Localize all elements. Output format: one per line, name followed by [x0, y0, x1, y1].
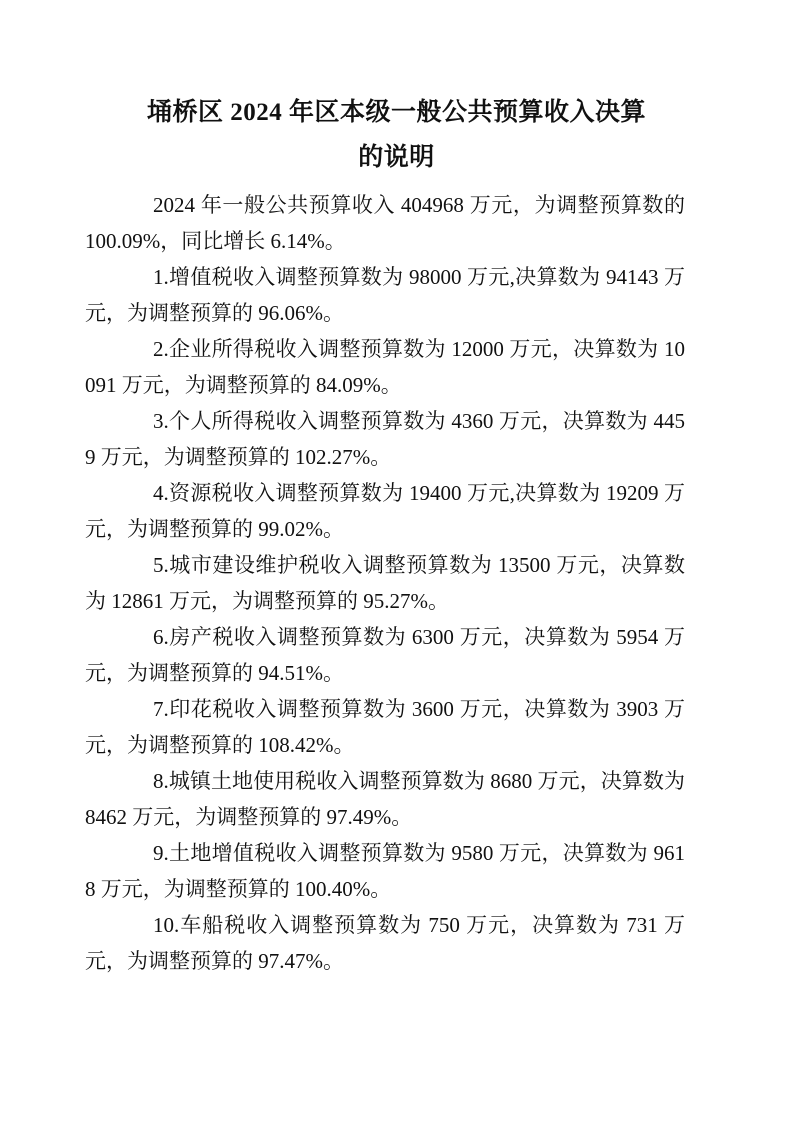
paragraph: 5.城市建设维护税收入调整预算数为 13500 万元，决算数为 12861 万元，为调整预算的 95.27%。	[85, 553, 685, 613]
title-line-2: 的说明	[358, 144, 435, 171]
paragraph: 1.增值税收入调整预算数为 98000 万元,决算数为 94143 万元，为调整预算的 96.06%。	[85, 265, 685, 325]
paragraph: 8.城镇土地使用税收入调整预算数为 8680 万元，决算数为 8462 万元，为调整预算的 97.49%。	[85, 769, 685, 829]
paragraph: 6.房产税收入调整预算数为 6300 万元，决算数为 5954 万元，为调整预算的 94.51%。	[85, 625, 685, 685]
document-title	[0, 90, 793, 180]
paragraph: 2024 年一般公共预算收入 404968 万元，为调整预算数的 100.09%，同比增长 6.14%。	[85, 193, 685, 253]
title-line-1: 埇桥区 2024 年区本级一般公共预算收入决算	[146, 99, 646, 126]
paragraph: 2.企业所得税收入调整预算数为 12000 万元，决算数为 10091 万元，为调整预算的 84.09%。	[85, 337, 685, 397]
paragraph: 4.资源税收入调整预算数为 19400 万元,决算数为 19209 万元，为调整预算的 99.02%。	[85, 481, 685, 541]
document-body	[85, 187, 685, 979]
paragraph: 3.个人所得税收入调整预算数为 4360 万元，决算数为 4459 万元，为调整预算的 102.27%。	[85, 409, 685, 469]
paragraph: 10.车船税收入调整预算数为 750 万元，决算数为 731 万元，为调整预算的 97.47%。	[85, 913, 685, 973]
paragraph: 7.印花税收入调整预算数为 3600 万元，决算数为 3903 万元，为调整预算的 108.42%。	[85, 697, 685, 757]
paragraph: 9.土地增值税收入调整预算数为 9580 万元，决算数为 9618 万元，为调整预算的 100.40%。	[85, 841, 685, 901]
